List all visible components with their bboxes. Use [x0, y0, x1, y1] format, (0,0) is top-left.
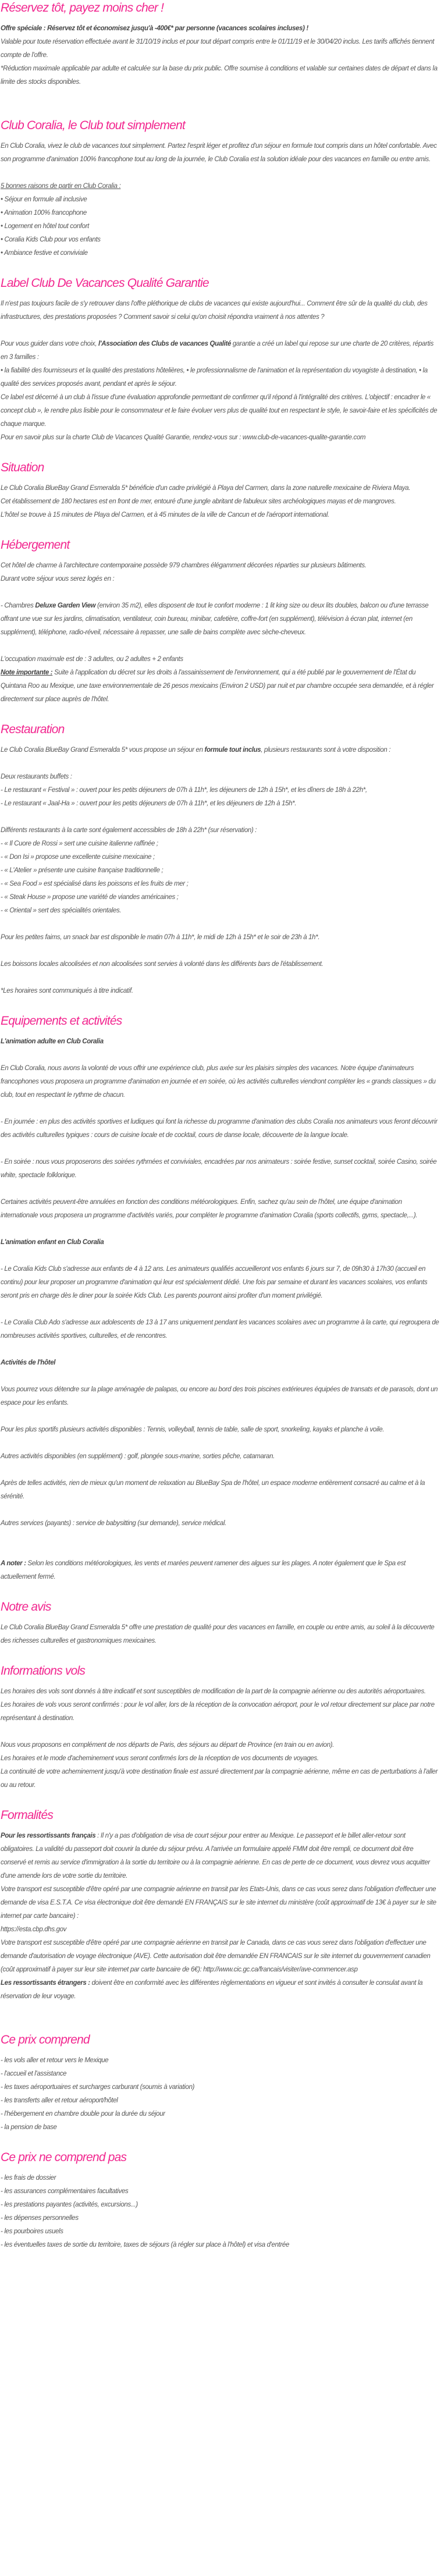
label-link-text: Pour en savoir plus sur la charte Club de Vacances Qualité Garantie, rendez-vous sur : www.club-de-vacances-qualite-garantie.com	[1, 434, 366, 441]
includes-item: - la pension de base	[1, 2124, 57, 2131]
section-title: Label Club De Vacances Qualité Garantie	[1, 276, 209, 290]
spacer	[1, 1370, 440, 1383]
club-intro: En Club Coralia, vivez le club de vacances tout simplement. Partez l'esprit léger et profitez d'un séjour en formule tout compris dans un hôtel confortable. Avec son programme d'animation 100% francophone tout au long de la journée, le Club Coralia est la solution idéale pour des vacances en famille ou entre amis.	[1, 143, 437, 163]
formalites-foreign: Les ressortissants étrangers : doivent être en conformité avec les différentes règlementations en vigueur et sont invités à consulter le consulat avant la réservation de leur voyage.	[1, 1980, 423, 2000]
offer-disclaimer: *Réduction maximale applicable par adulte et calculée sur la base du prix public. Offre soumise à conditions et valable sur certaines dates de départ et dans la limite des stocks disponibles.	[1, 65, 438, 86]
spacer	[1, 1102, 440, 1115]
equipements-paragraph: - Le Coralia Kids Club s'adresse aux enfants de 4 à 12 ans. Les animateurs qualifiés accueilleront vos enfants 6 jours sur 7, de 09h30 à 17h30 (accueil en continu) pour leur proposer un programme d'animation qui leur est spécialement dédié. Une fois par semaine et durant les vacances scolaires, vos enfants seront pris en charge dès le diner pour la soirée Kids Club. Les parents pourront ainsi profiter d'un moment privilégié.	[1, 1266, 428, 1299]
spacer	[1, 971, 440, 985]
label-paragraph: Pour vous guider dans votre choix, l'Association des Clubs de vacances Qualité garantie a créé un label qui repose sur une charte de 20 critères, répartis en 3 familles :	[1, 340, 434, 361]
section-title: Restauration	[1, 723, 65, 736]
offer-validity: Valable pour toute réservation effectuée avant le 31/10/19 inclus et pour tout départ compris entre le 01/11/19 et le 30/04/20 inclus. Les tarifs affichés tiennent compte de l'offre.	[1, 38, 435, 59]
excludes-item: - les prestations payantes (activités, excursions...)	[1, 2201, 138, 2208]
spacer	[1, 1249, 440, 1263]
reason-item: • Coralia Kids Club pour vos enfants	[1, 236, 101, 243]
alacarte-title: Différents restaurants à la carte sont également accessibles de 18h à 22h* (sur réservation) :	[1, 827, 257, 834]
section-title: Hébergement	[1, 538, 70, 552]
subsection-title: L'animation enfant en Club Coralia	[1, 1239, 104, 1246]
weather-note: A noter : Selon les conditions météorologiques, les vents et marées peuvent ramener des algues sur les plages. A noter également que le Spa est actuellement fermé.	[1, 1560, 406, 1580]
spacer	[1, 1530, 440, 1557]
vols-paragraph: Nous vous proposons en complément de nos départs de Paris, des séjours au départ de Province (en train ou en avion).	[1, 1742, 335, 1749]
reason-item: • Ambiance festive et conviviale	[1, 250, 88, 257]
formalites-french: Pour les ressortissants français : Il n'y a pas d'obligation de visa de court séjour pour entrer au Mexique. Le passeport et le billet aller-retour sont obligatoires. La validité du passeport doit couvrir la durée du séjour prévu. A l'arrivée un formulaire appelé FMM doit être rempli, ce document doit être conservé et remis au service d'immigration à la sortie du territoire ou à la compagnie aérienne. En cas de perte de ce document, vous devrez vous acquitter d'une amende lors de votre sortie du territoire.	[1, 1832, 431, 1879]
restaurant-item: - « Sea Food » est spécialisé dans les poissons et les fruits de mer ;	[1, 880, 189, 887]
spacer	[1, 1303, 440, 1316]
section-title: Ce prix ne comprend pas	[1, 2151, 127, 2164]
formalites-esta: Votre transport est susceptible d'être opéré par une compagnie aérienne en transit par les Etats-Unis, dans ce cas vous serez dans l'obligation d'effectuer une demande de visa E.S.T.A. Ce visa électronique doit être demandé EN FRANÇAIS sur le site internet du ministère (coût approximatif de 13€ à payer sur le site internet par carte bancaire) :	[1, 1886, 436, 1920]
includes-item: - les transferts aller et retour aéroport/hôtel	[1, 2097, 118, 2104]
vols-paragraph: La continuité de votre acheminement jusqu'à votre destination finale est assuré directement par la compagnie aérienne, même en cas de perturbations à l'aller ou au retour.	[1, 1768, 438, 1789]
buffets-title: Deux restaurants buffets :	[1, 773, 72, 780]
spacer	[1, 1463, 440, 1477]
spacer	[1, 918, 440, 931]
label-paragraph: Ce label est décerné à un club à l'issue d'une évaluation approfondie permettant de confirmer qu'il répond à l'intégralité des critères. L'objectif : encadrer le « concept club », le rendre plus lisible pour le consommateur et le faire évoluer vers plus de qualité tout en respectant le style, le savoir-faire et les spécificités de chaque marque.	[1, 394, 438, 428]
hebergement-paragraph: Cet hôtel de charme à l'architecture contemporaine possède 979 chambres élégamment décorées réparties sur plusieurs bâtiments.	[1, 562, 367, 569]
room-description: - Chambres Deluxe Garden View (environ 35 m2), elles disposent de tout le confort moderne : 1 lit king size ou deux lits doubles, balcon ou d'une terrasse offrant une vue sur les jardins, climatisation, ventilateur, coin bureau, minibar, cafetière, coffre-fort (en supplément), télévision à écran plat, internet (en supplément), téléphone, radio-réveil, nécessaire à repasser, une salle de bains complète avec sèche-cheveux.	[1, 602, 429, 636]
spacer	[1, 324, 440, 337]
excludes-item: - les frais de dossier	[1, 2175, 56, 2181]
restaurant-item: - « Steak House » propose une variété de viandes américaines ;	[1, 894, 179, 901]
spacer	[1, 811, 440, 824]
section-title: Ce prix comprend	[1, 2033, 90, 2046]
label-paragraph: Il n'est pas toujours facile de s'y retrouver dans l'offre pléthorique de clubs de vacances qui existe aujourd'hui... Comment être sûr de la qualité du club, des infrastructures, des prestations proposées ? Comment savoir si celui qu'on choisit répondra vraiment à nos attentes ?	[1, 300, 428, 321]
section-title: Situation	[1, 461, 44, 474]
section-vols	[1, 1663, 440, 1792]
spacer	[1, 586, 440, 599]
spacer	[1, 1725, 440, 1739]
restaurant-item: - Le restaurant « Festival » : ouvert pour les petits déjeuners de 07h à 11h*, les déjeuners de 12h à 15h*, et les dîners de 18h à 22h*,	[1, 787, 367, 794]
restauration-intro: Le Club Coralia BlueBay Grand Esmeralda 5* vous propose un séjour en formule tout inclus, plusieurs restaurants sont à votre disposition :	[1, 747, 391, 754]
equipements-paragraph: Certaines activités peuvent-être annulées en fonction des conditions météorologiques. Enfin, sachez qu'au sein de l'hôtel, une équipe d'animation internationale vous proposera un programme d'activités variés, pour compléter le programme d'animation Coralia (sports collectifs, gyms, spectacle,...).	[1, 1199, 418, 1219]
spacer	[1, 1223, 440, 1236]
spacer	[1, 166, 440, 180]
equipements-paragraph: En Club Coralia, nous avons la volonté de vous offrir une expérience club, plus axée sur les plaisirs simples des vacances. Notre équipe d'animateurs francophones vous proposera un programme d'animation en journée et en soirée, où les activités culturelles viendront compléter les « grands classiques » du club, tout en respectant le rythme de chacun.	[1, 1065, 436, 1099]
section-excludes	[1, 2149, 440, 2252]
spacer	[1, 2019, 440, 2032]
spacer	[1, 757, 440, 770]
spacer	[1, 1410, 440, 1423]
section-label	[1, 275, 440, 445]
section-situation	[1, 460, 440, 522]
avis-paragraph: Le Club Coralia BlueBay Grand Esmeralda 5* offre une prestation de qualité pour des vacances en famille, en couple ou entre amis, au soleil à la découverte des richesses culturelles et gastronomiques mexicaines.	[1, 1624, 435, 1644]
section-includes	[1, 2032, 440, 2134]
section-title: Notre avis	[1, 1600, 51, 1614]
reason-item: • Animation 100% francophone	[1, 209, 87, 216]
important-note: Note importante : Suite à l'application du décret sur les droits à l'assainissement de l'environnement, qui a été publié par le gouvernement de l'État du Quintana Roo au Mexique, une taxe environnementale de 26 pesos mexicains (Environ 2 USD) par nuit et par chambre occupée sera demandée, et à régler directement sur place auprès de l'hôtel.	[1, 669, 434, 703]
occupancy: L'occupation maximale est de : 3 adultes, ou 2 adultes + 2 enfants	[1, 656, 183, 663]
spacer	[1, 1437, 440, 1450]
subsection-title: Activités de l'hôtel	[1, 1359, 56, 1366]
subsection-title: L'animation adulte en Club Coralia	[1, 1038, 104, 1045]
situation-paragraph: Cet établissement de 180 hectares est en front de mer, entouré d'une jungle abritant de fabuleux sites archéologiques mayas et de mangroves.	[1, 498, 396, 505]
offer-headline: Offre spéciale : Réservez tôt et économisez jusqu'à -400€* par personne (vacances scolaires incluses) !	[1, 25, 308, 32]
restaurant-item: - « L'Atelier » présente une cuisine française traditionnelle ;	[1, 867, 163, 874]
equipements-paragraph: Pour les plus sportifs plusieurs activités disponibles : Tennis, volleyball, tennis de table, salle de sport, snorkeling, kayaks et planche à voile.	[1, 1426, 385, 1433]
section-title: Formalités	[1, 1808, 54, 1822]
spacer	[1, 639, 440, 653]
section-restauration	[1, 722, 440, 998]
includes-item: - les vols aller et retour vers le Mexique	[1, 2057, 109, 2064]
vols-paragraph: Les horaires de vols vous seront confirmés : pour le vol aller, lors de la réception de la convocation aéroport, pour le vol retour directement sur place par notre représentant à destination.	[1, 1701, 435, 1722]
spacer	[1, 1182, 440, 1196]
excludes-item: - les éventuelles taxes de sortie du territoire, taxes de séjours (à régler sur place à l'hôtel) et visa d'entrée	[1, 2241, 290, 2248]
equipements-paragraph: Autres activités disponibles (en supplément) : golf, plongée sous-marine, sorties pêche, catamaran.	[1, 1453, 275, 1460]
esta-link[interactable]: https://esta.cbp.dhs.gov	[1, 1926, 67, 1933]
restaurant-item: - Le restaurant « Jaal-Ha » : ouvert pour les petits déjeuners de 07h à 11h*, et les déjeuners de 12h à 15h*.	[1, 800, 297, 807]
section-avis	[1, 1599, 440, 1648]
section-offer	[1, 0, 440, 89]
equipements-paragraph: - En journée : en plus des activités sportives et ludiques qui font la richesse du programme d'animation des clubs Coralia nos animateurs vous feront découvrir des activités culturelles typiques : cours de cuisine locale et de cocktail, cours de danse locale, découverte de la langue locale.	[1, 1118, 438, 1139]
snack-info: Pour les petites faims, un snack bar est disponible le matin 07h à 11h*, le midi de 12h à 15h* et le soir de 23h à 1h*.	[1, 934, 320, 941]
spacer	[1, 104, 440, 118]
equipements-paragraph: Après de telles activités, rien de mieux qu'un moment de relaxation au BlueBay Spa de l'hôtel, un espace moderne entièrement consacré au calme et à la sérénité.	[1, 1480, 425, 1500]
section-equipements	[1, 1013, 440, 1584]
spacer	[1, 1343, 440, 1356]
hebergement-paragraph: Durant votre séjour vous serez logés en :	[1, 575, 115, 582]
restaurant-item: - « Oriental » sert des spécialités orientales.	[1, 907, 122, 914]
excludes-item: - les pourboires usuels	[1, 2228, 63, 2235]
restaurant-item: - « Il Cuore de Rossi » sert une cuisine italienne raffinée ;	[1, 840, 158, 847]
hours-footnote: *Les horaires sont communiqués à titre indicatif.	[1, 987, 133, 994]
reason-item: • Séjour en formule all inclusive	[1, 196, 87, 203]
spacer	[1, 1142, 440, 1156]
vols-paragraph: Les horaires et le mode d'acheminement vous seront confirmés lors de la réception de vos documents de voyages.	[1, 1755, 319, 1762]
spacer	[1, 1504, 440, 1517]
formalites-ave: Votre transport est susceptible d'être opéré par une compagnie aérienne en transit par le Canada, dans ce cas vous serez dans l'obligation d'effectuer une demande d'autorisation de voyage électronique (AVE). Cette autorisation doit être demandée EN FRANCAIS sur le site internet du gouvernement canadien (coût approximatif à payer sur leur site internet par carte bancaire de 6€): http://www.cic.gc.ca/francais/visiter/ave-commencer.asp	[1, 1939, 431, 1973]
label-criteria: • la fiabilité des fournisseurs et la qualité des prestations hôtelières, • le professionnalisme de l'animation et la représentation du voyagiste à destination, • la qualité des services proposés avant, pendant et après le séjour.	[1, 367, 428, 388]
vols-paragraph: Les horaires des vols sont donnés à titre indicatif et sont susceptibles de modification de la part de la compagnie aérienne ou des autorités aéroportuaires.	[1, 1688, 426, 1695]
includes-item: - les taxes aéroportuaires et surcharges carburant (soumis à variation)	[1, 2084, 195, 2091]
reason-item: • Logement en hôtel tout confort	[1, 223, 90, 230]
section-title: Club Coralia, le Club tout simplement	[1, 119, 186, 132]
situation-paragraph: L'hôtel se trouve à 15 minutes de Playa del Carmen, et à 45 minutes de la ville de Cancun et de l'aéroport international.	[1, 511, 329, 518]
section-title: Réservez tôt, payez moins cher !	[1, 1, 164, 15]
includes-item: - l'accueil et l'assistance	[1, 2070, 67, 2077]
section-formalites	[1, 1807, 440, 2003]
section-club	[1, 118, 440, 260]
section-title: Informations vols	[1, 1664, 86, 1678]
spacer	[1, 944, 440, 958]
reasons-title: 5 bonnes raisons de partir en Club Coralia :	[1, 183, 121, 190]
situation-paragraph: Le Club Coralia BlueBay Grand Esmeralda 5* bénéficie d'un cadre privilégié à Playa del Carmen, dans la zone naturelle mexicaine de Riviera Maya.	[1, 485, 411, 492]
spacer	[1, 1049, 440, 1062]
equipements-paragraph: Autres services (payants) : service de babysitting (sur demande), service médical.	[1, 1520, 227, 1527]
restaurant-item: - « Don Isi » propose une excellente cuisine mexicaine ;	[1, 854, 155, 861]
excludes-item: - les dépenses personnelles	[1, 2215, 79, 2222]
excludes-item: - les assurances complémentaires facultatives	[1, 2188, 129, 2195]
section-hebergement	[1, 537, 440, 706]
equipements-paragraph: - En soirée : nous vous proposerons des soirées rythmées et conviviales, encadrées par nos animateurs : soirée festive, sunset cocktail, soirée Casino, soirée white, spectacle folklorique.	[1, 1159, 437, 1179]
drinks-info: Les boissons locales alcoolisées et non alcoolisées sont servies à volonté dans les différents bars de l'établissement.	[1, 961, 323, 968]
section-title: Equipements et activités	[1, 1014, 122, 1028]
equipements-paragraph: - Le Coralia Club Ado s'adresse aux adolescents de 13 à 17 ans uniquement pendant les vacances scolaires avec un programme à la carte, qui regroupera de nombreuses activités sportives, culturelles, et de rencontres.	[1, 1319, 439, 1339]
equipements-paragraph: Vous pourrez vous détendre sur la plage aménagée de palapas, ou encore au bord des trois piscines extérieures équipées de transats et de parasols, dont un espace pour les enfants.	[1, 1386, 438, 1406]
includes-item: - l'hébergement en chambre double pour la durée du séjour	[1, 2110, 165, 2117]
